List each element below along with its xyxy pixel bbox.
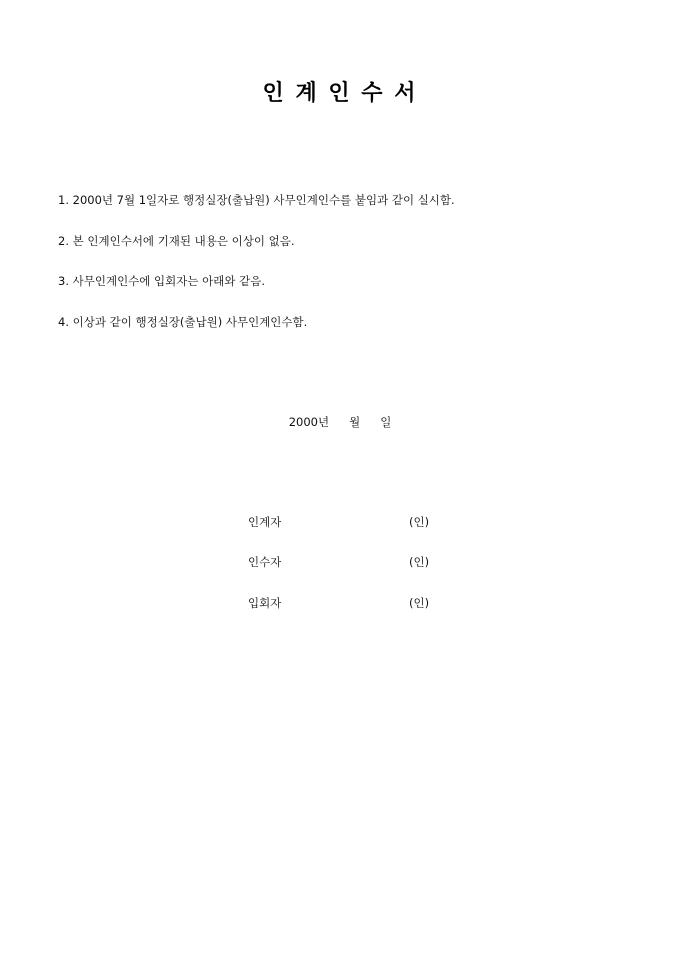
statement-item-2: 2. 본 인계인수서에 기재된 내용은 이상이 없음. [58, 233, 295, 248]
seal-mark: (인) [409, 596, 430, 610]
seal-mark: (인) [409, 555, 430, 569]
signature-label: 인수자 [248, 555, 282, 569]
statement-list [58, 192, 638, 354]
date-line [0, 414, 680, 430]
signature-label: 인계자 [248, 515, 282, 529]
signature-row-witness [248, 595, 448, 611]
seal-mark: (인) [409, 515, 430, 529]
signature-label: 입회자 [248, 596, 282, 610]
date-day: 일 [380, 415, 392, 429]
date-month: 월 [349, 415, 361, 429]
statement-item-4: 4. 이상과 같이 행정실장(출납원) 사무인계인수함. [58, 314, 308, 329]
signature-row-takeover [248, 554, 448, 570]
signature-row-handover [248, 514, 448, 530]
statement-item-1: 1. 2000년 7월 1일자로 행정실장(출납원) 사무인계인수를 붙임과 같이 실시함. [58, 193, 455, 207]
date-year: 2000년 [288, 415, 330, 429]
statement-item-3: 3. 사무인계인수에 입회자는 아래와 같음. [58, 274, 265, 288]
document-title: 인 계 인 수 서 [262, 80, 418, 106]
